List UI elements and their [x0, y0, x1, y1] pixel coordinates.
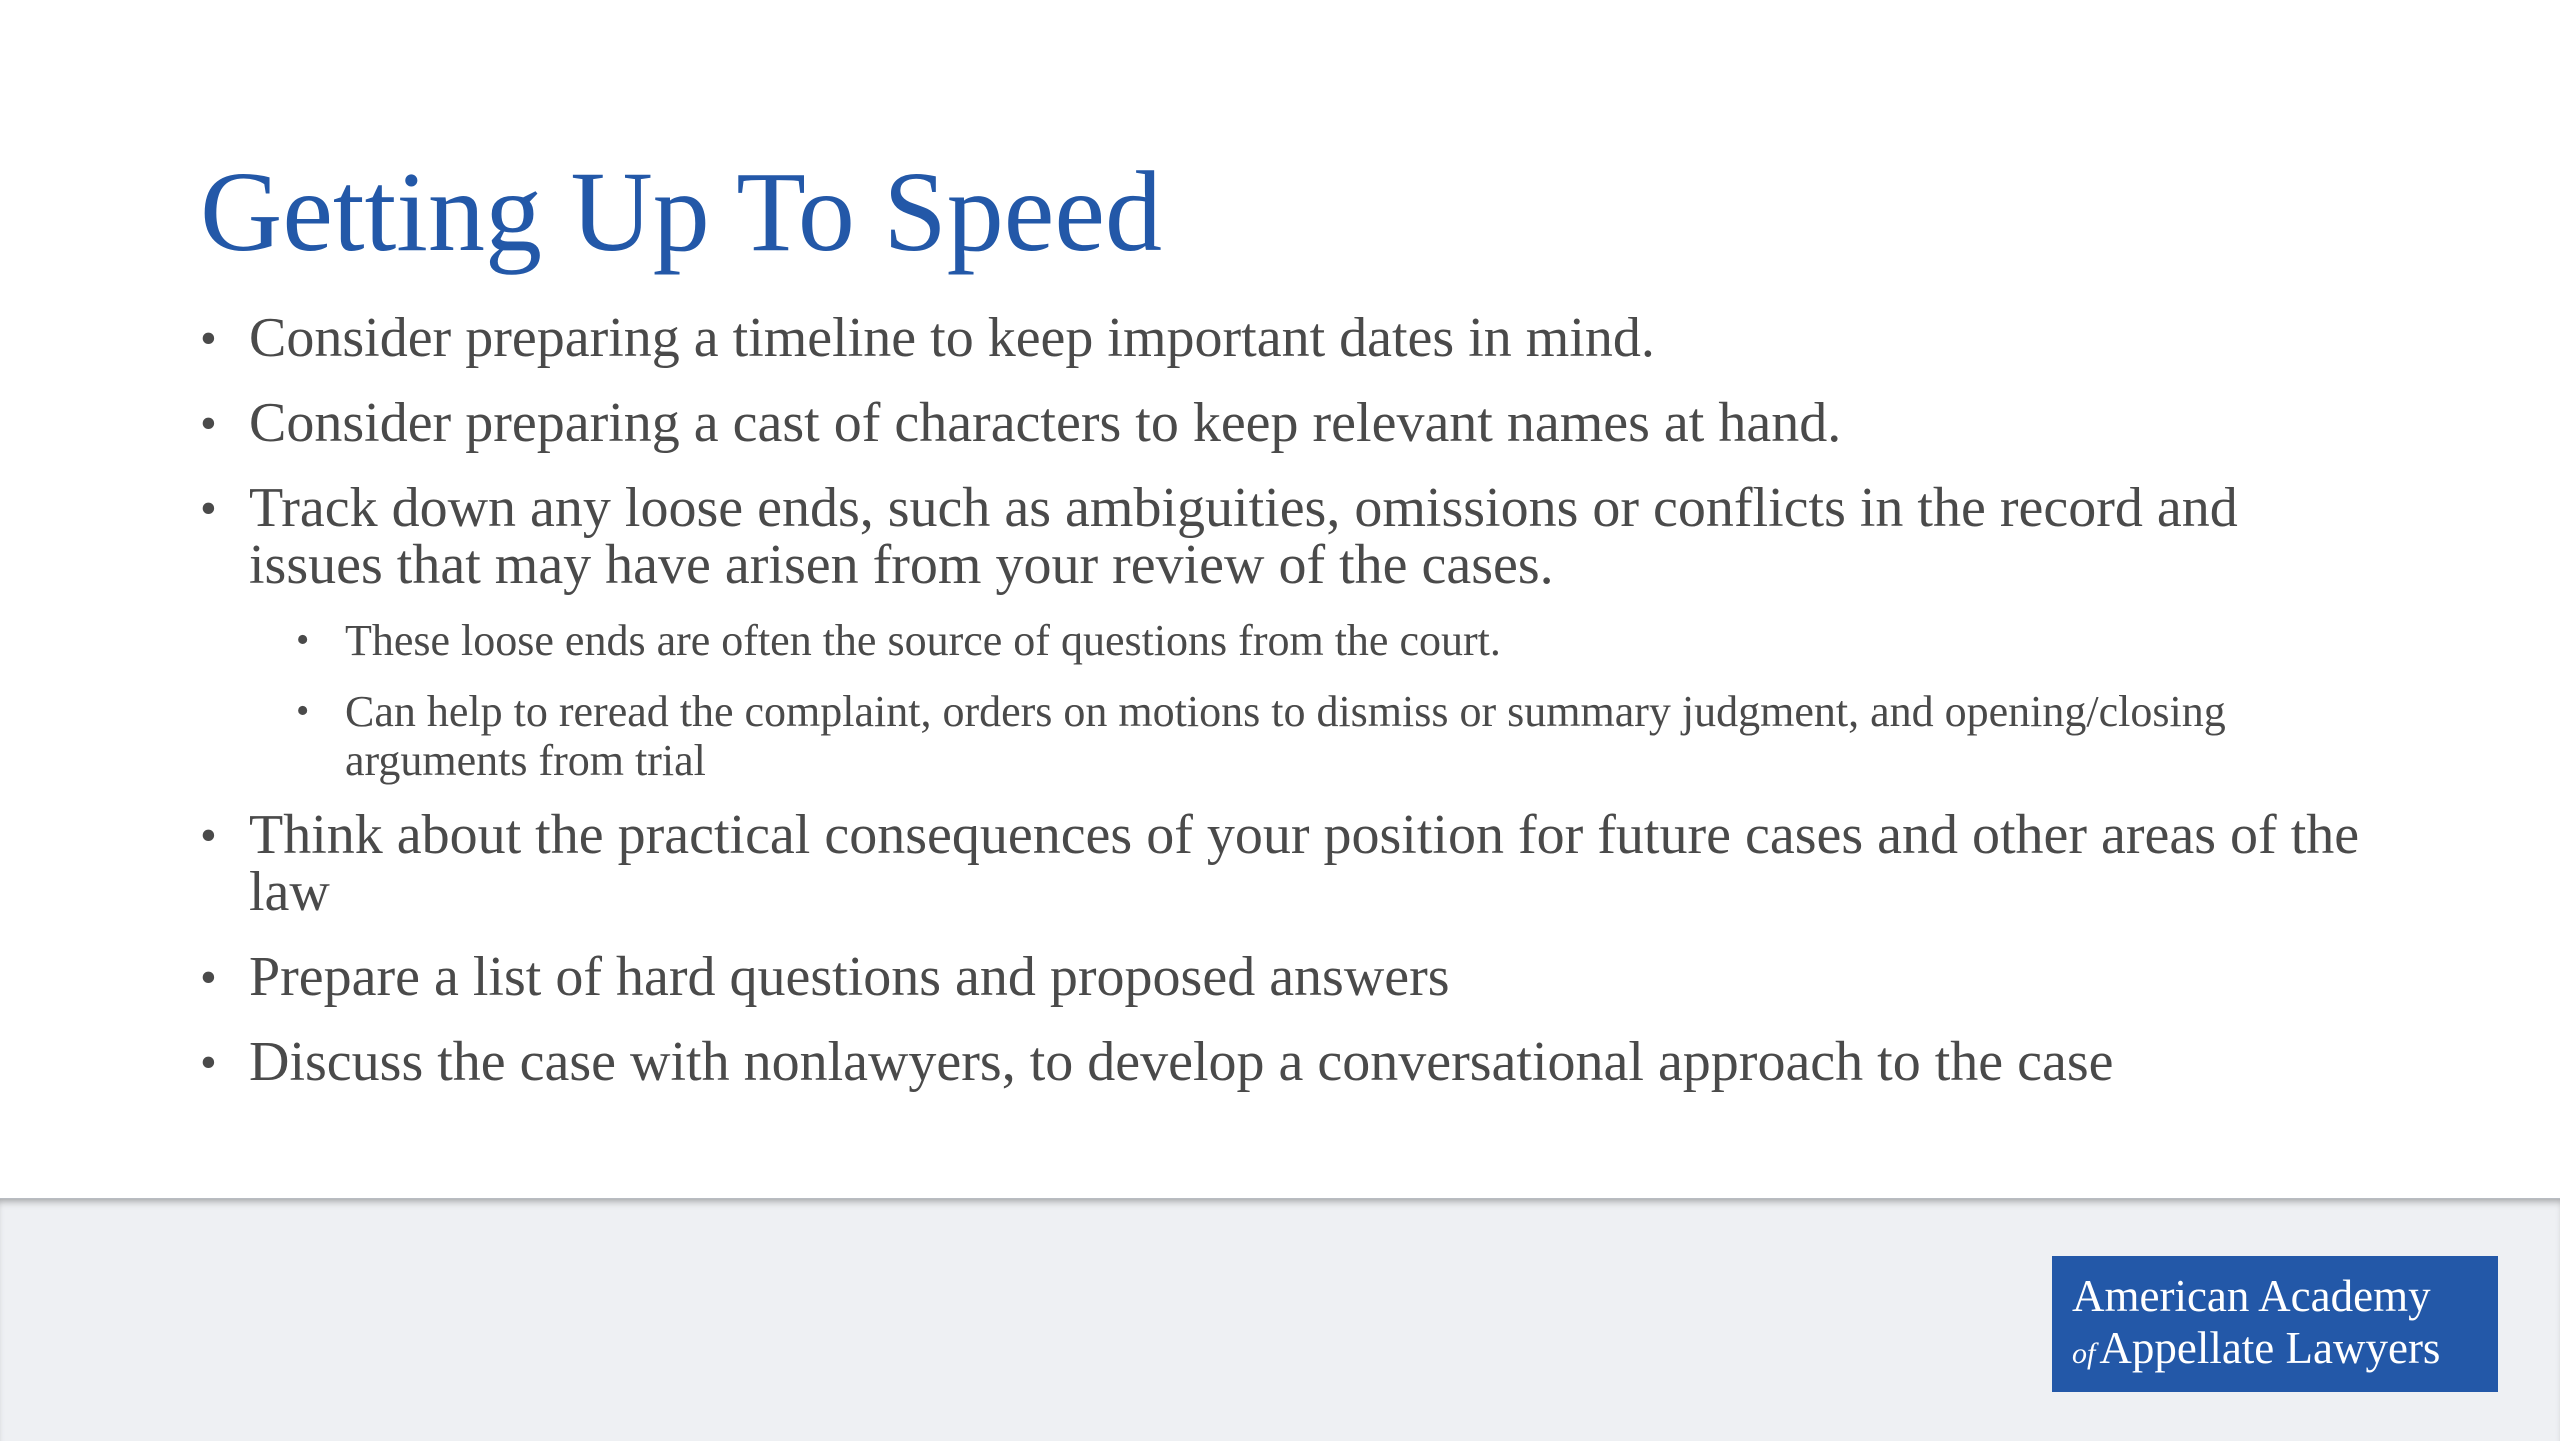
- bullet-text: Consider preparing a cast of characters to keep relevant names at hand.: [249, 392, 1842, 454]
- bullet-item: [200, 477, 2380, 596]
- bullet-item: [200, 946, 2380, 1008]
- bullet-item: [200, 307, 2380, 369]
- sub-bullet-dot: •: [296, 690, 310, 732]
- sub-bullet-dot: •: [296, 619, 310, 661]
- logo-line-2-text: Appellate Lawyers: [2099, 1323, 2441, 1373]
- bullet-dot: •: [200, 1036, 217, 1089]
- bullet-list: [200, 307, 2380, 1119]
- sub-bullet-text: These loose ends are often the source of questions from the court.: [345, 616, 1501, 665]
- bullet-item: [200, 804, 2380, 923]
- sub-bullet-text: Can help to reread the complaint, orders on motions to dismiss or summary judgment, and opening/closing arguments from trial: [345, 687, 2226, 785]
- aaal-logo: [2052, 1256, 2498, 1392]
- bullet-text: Consider preparing a timeline to keep important dates in mind.: [249, 307, 1655, 369]
- bullet-dot: •: [200, 397, 217, 450]
- sub-bullet-item: [296, 687, 2380, 785]
- sub-bullet-item: [296, 616, 2380, 665]
- bullet-text: Track down any loose ends, such as ambiguities, omissions or conflicts in the record and issues that may have arisen from your review of the cases.: [249, 477, 2238, 596]
- bullet-dot: •: [200, 312, 217, 365]
- bullet-text: Think about the practical consequences of your position for future cases and other areas of the law: [249, 804, 2360, 923]
- logo-of: of: [2072, 1337, 2096, 1370]
- bullet-text: Discuss the case with nonlawyers, to develop a conversational approach to the case: [249, 1031, 2114, 1093]
- bullet-text: Prepare a list of hard questions and proposed answers: [249, 946, 1450, 1008]
- logo-line-2: [2072, 1322, 2498, 1380]
- bullet-dot: •: [200, 809, 217, 862]
- slide-title: Getting Up To Speed: [200, 148, 1162, 275]
- bullet-dot: •: [200, 951, 217, 1004]
- logo-line-1: American Academy: [2072, 1271, 2431, 1321]
- bullet-item: [200, 1031, 2380, 1093]
- bullet-item: [200, 392, 2380, 454]
- bullet-dot: •: [200, 482, 217, 535]
